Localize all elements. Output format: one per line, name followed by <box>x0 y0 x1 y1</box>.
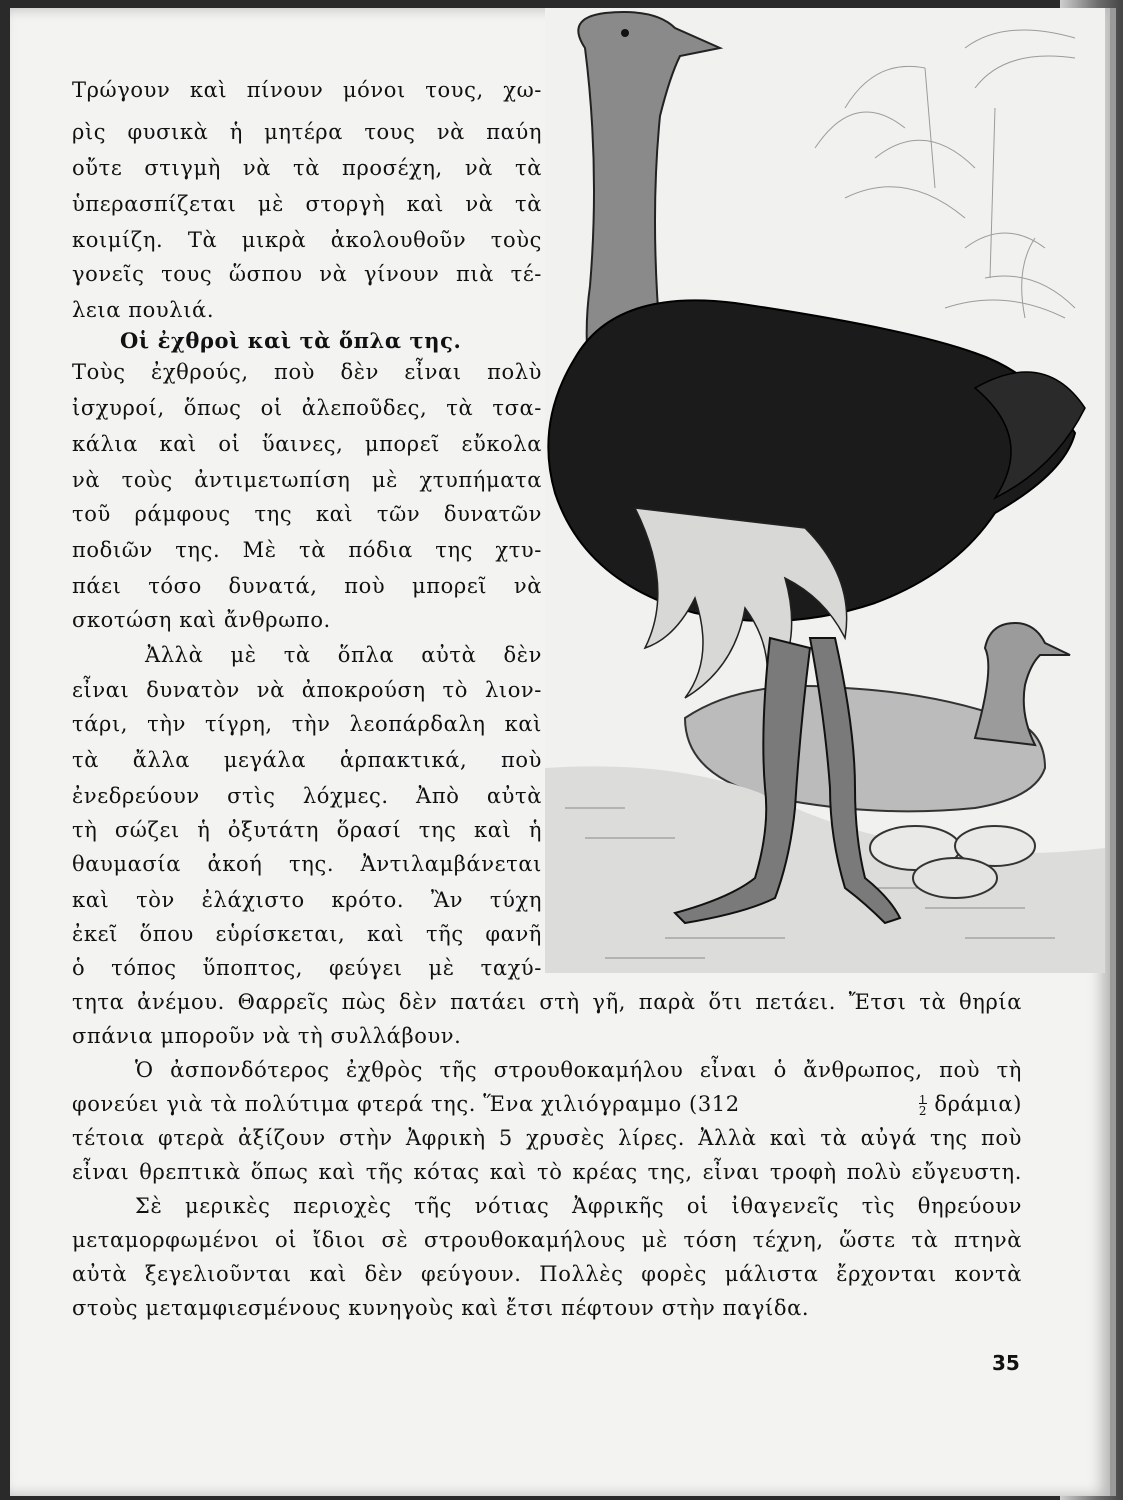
text-line: εἶναι θρεπτικὰ ὅπως καὶ τῆς κότας καὶ τὸ κρέας της, εἶναι τροφὴ πολὺ εὔγευστη. <box>72 1160 1022 1184</box>
fraction-denominator: 2 <box>918 1103 928 1118</box>
text-line <box>72 1092 1022 1117</box>
text-line: τέτοια φτερὰ ἀξίζουν στὴν Ἀφρικὴ 5 χρυσὲς λίρες. Ἀλλὰ καὶ τὰ αὐγά της ποὺ <box>72 1126 1022 1150</box>
text-line: ὁ τόπος ὕποπτος, φεύγει μὲ ταχύ- <box>72 956 542 980</box>
text-span: δράμια) <box>934 1092 1022 1116</box>
text-line: εἶναι δυνατὸν νὰ ἀποκρούση τὸ λιον- <box>72 678 542 702</box>
text-line: αὐτὰ ξεγελιοῦνται καὶ δὲν φεύγουν. Πολλὲς φορὲς μάλιστα ἔρχονται κοντὰ <box>72 1262 1022 1286</box>
text-line: ὑπερασπίζεται μὲ στοργὴ καὶ νὰ τὰ <box>72 192 542 216</box>
text-line: καὶ τὸν ἐλάχιστο κρότο. Ἂν τύχη <box>72 888 542 912</box>
ostrich-illustration <box>545 8 1105 973</box>
text-line: Τοὺς ἐχθρούς, ποὺ δὲν εἶναι πολὺ <box>72 360 542 384</box>
text-line: τοῦ ράμφους της καὶ τῶν δυνατῶν <box>72 502 542 526</box>
fraction-group <box>919 1092 1022 1117</box>
text-line: στοὺς μεταμφιεσμένους κυνηγοὺς καὶ ἔτσι πέφτουν στὴν παγίδα. <box>72 1296 810 1320</box>
text-line: ρὶς φυσικὰ ἡ μητέρα τους νὰ παύη <box>72 120 542 144</box>
text-line: Ἀλλὰ μὲ τὰ ὅπλα αὐτὰ δὲν <box>145 643 542 667</box>
text-line: ποδιῶν της. Μὲ τὰ πόδια της χτυ- <box>72 538 542 562</box>
text-line: τητα ἀνέμου. Θαρρεῖς πὼς δὲν πατάει στὴ γῆ, παρὰ ὅτι πετάει. Ἔτσι τὰ θηρία <box>72 990 1022 1014</box>
text-line: τὴ σώζει ἡ ὀξυτάτη ὅρασί της καὶ ἡ <box>72 818 542 842</box>
book-page <box>10 8 1116 1496</box>
text-line: ἐκεῖ ὅπου εὑρίσκεται, καὶ τῆς φανῆ <box>72 922 542 946</box>
text-line: σκοτώση καὶ ἄνθρωπο. <box>72 608 331 632</box>
text-line: γονεῖς τους ὥσπου νὰ γίνουν πιὰ τέ- <box>72 262 542 286</box>
fraction-numerator: 1 <box>918 1092 928 1107</box>
text-line: μεταμορφωμένοι οἱ ἴδιοι σὲ στρουθοκαμήλους μὲ τόση τέχνη, ὥστε τὰ πτηνὰ <box>72 1228 1022 1252</box>
text-line: ἰσχυροί, ὅπως οἱ ἀλεποῦδες, τὰ τσα- <box>72 396 542 420</box>
text-line: Τρώγουν καὶ πίνουν μόνοι τους, χω- <box>72 78 542 102</box>
text-span: φονεύει γιὰ τὰ πολύτιμα φτερά της. Ἕνα χιλιόγραμμο (312 <box>72 1092 740 1116</box>
page-number: 35 <box>992 1351 1020 1375</box>
text-line: κοιμίζη. Τὰ μικρὰ ἀκολουθοῦν τοὺς <box>72 228 542 252</box>
text-line: οὔτε στιγμὴ νὰ τὰ προσέχη, νὰ τὰ <box>72 156 542 180</box>
text-line: πάει τόσο δυνατά, ποὺ μπορεῖ νὰ <box>72 574 542 598</box>
text-line: νὰ τοὺς ἀντιμετωπίση μὲ χτυπήματα <box>72 468 542 492</box>
text-line: θαυμασία ἀκοή της. Ἀντιλαμβάνεται <box>72 852 542 876</box>
fraction <box>918 1092 928 1118</box>
text-line: κάλια καὶ οἱ ὕαινες, μπορεῖ εὔκολα <box>72 432 542 456</box>
text-line: τάρι, τὴν τίγρη, τὴν λεοπάρδαλη καὶ <box>72 712 542 736</box>
text-line: σπάνια μποροῦν νὰ τὴ συλλάβουν. <box>72 1024 462 1048</box>
text-line: τὰ ἄλλα μεγάλα ἁρπακτικά, ποὺ <box>72 748 542 772</box>
text-line: ἐνεδρεύουν στὶς λόχμες. Ἀπὸ αὐτὰ <box>72 784 542 808</box>
text-line: Σὲ μερικὲς περιοχὲς τῆς νότιας Ἀφρικῆς οἱ ἰθαγενεῖς τὶς θηρεύουν <box>135 1194 1022 1218</box>
text-line: Ὁ ἀσπονδότερος ἐχθρὸς τῆς στρουθοκαμήλου εἶναι ὁ ἄνθρωπος, ποὺ τὴ <box>135 1058 1022 1082</box>
text-line: λεια πουλιά. <box>72 298 215 322</box>
section-heading: Οἱ ἐχθροὶ καὶ τὰ ὅπλα της. <box>120 328 462 353</box>
